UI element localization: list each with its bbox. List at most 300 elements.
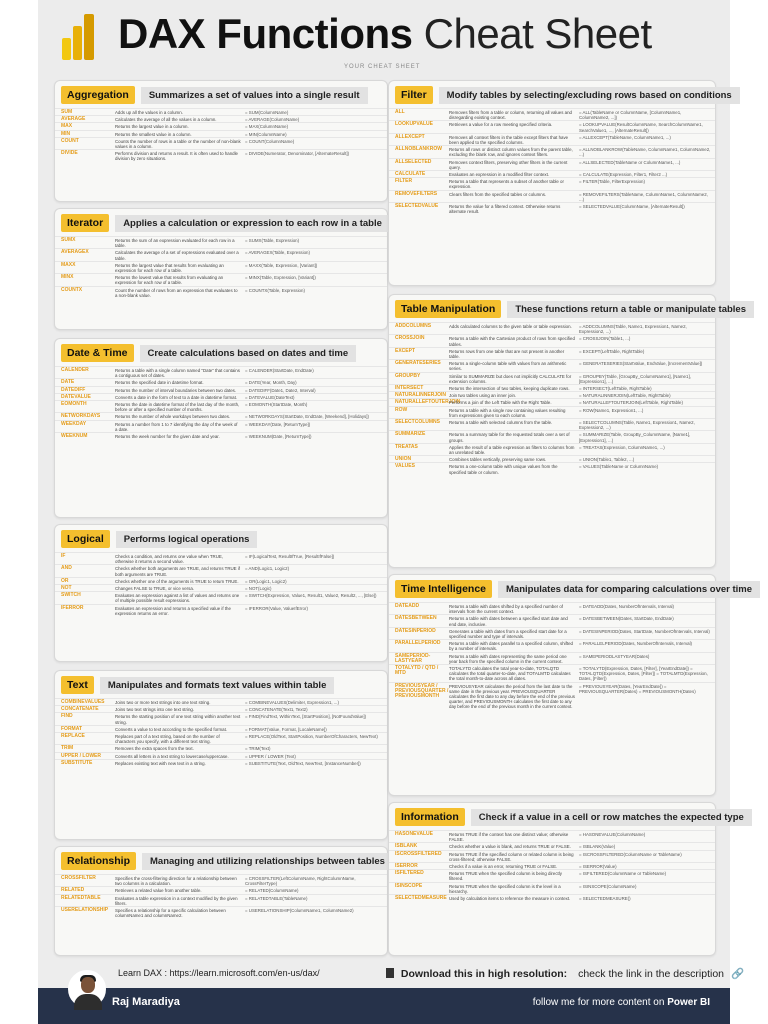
function-description: Retrieves a value for a row meeting specified criteria.	[449, 122, 553, 128]
function-name: MAXX	[61, 261, 76, 268]
function-name: SUBSTITUTE	[61, 759, 93, 766]
function-syntax: = IFERROR(Value, ValueIfError)	[245, 605, 308, 611]
function-row	[55, 732, 387, 744]
section-table-manipulation	[388, 294, 746, 568]
function-syntax: = REPLACE(OldText, StartPosition, NumberOfCharacters, NewText)	[245, 734, 378, 740]
function-row	[389, 602, 715, 614]
function-syntax: = EOMONTH(StartDate, Month)	[245, 402, 308, 408]
function-row	[55, 604, 387, 616]
function-description: Removes the extra spaces from the text.	[115, 746, 194, 752]
function-syntax: = ISERROR(Value)	[579, 864, 617, 870]
function-row	[389, 406, 715, 418]
function-name: LOOKUPVALUE	[395, 121, 433, 128]
section-tag: Filter	[395, 86, 433, 104]
section-information	[388, 802, 744, 956]
function-syntax: = RELATEDTABLE(TableName)	[245, 895, 308, 901]
function-name: CALCULATE	[395, 171, 426, 178]
function-syntax: = ALLEXCEPT(TableName, ColumnName1, ...)	[579, 134, 671, 140]
function-name: DATE	[61, 379, 75, 386]
function-name: INTERSECT	[395, 385, 424, 392]
function-syntax: = REMOVEFILTERS(TableName, ColumnName1, ColumnName2, ...)	[579, 191, 708, 202]
function-description: Returns the intersection of two tables, keeping duplicate rows.	[449, 386, 570, 392]
function-table	[55, 552, 387, 616]
function-table	[389, 602, 715, 710]
function-name: RELATEDTABLE	[61, 894, 101, 901]
function-row	[55, 149, 387, 161]
learn-dax-link[interactable]: Learn DAX : https://learn.microsoft.com/en-us/dax/	[118, 968, 320, 978]
function-syntax: = TOTALYTD(Expression, Dates, [Filter], [YearEndDate]) = TOTALQTD(Expression, Dates, [Filter]) = TOTALMTD(Expression, Dates, [Filter])	[579, 666, 708, 682]
function-row	[389, 384, 715, 391]
function-description: Returns a number from 1 to 7 identifying the day of the week of a date.	[115, 421, 238, 432]
function-name: DIVIDE	[61, 150, 78, 157]
function-name: CROSSFILTER	[61, 875, 96, 881]
function-row	[389, 334, 715, 346]
function-syntax: = DATESINPERIOD(Dates, StartDate, NumberOfIntervals, Interval)	[579, 628, 710, 634]
function-description: Returns TRUE if the context has one distinct value; otherwise FALSE.	[449, 832, 569, 843]
function-row	[55, 577, 387, 584]
function-name: ADDCOLUMNS	[395, 323, 432, 329]
function-row	[55, 584, 387, 591]
function-description: Returns the smallest value in a column.	[115, 131, 192, 137]
function-row	[55, 564, 387, 576]
function-description: Combines tables vertically, preserving same rows.	[449, 457, 547, 463]
function-syntax: = SUBSTITUTE(Text, OldText, NewText, [InstanceNumber])	[245, 760, 361, 766]
function-syntax: = ISBLANK(Value)	[579, 844, 616, 850]
function-row	[55, 752, 387, 759]
function-syntax: = ALLSELECTED(TableName or ColumnName1, ...)	[579, 159, 681, 165]
function-syntax: = CONCATENATE(Text1, Text2)	[245, 707, 308, 713]
function-description: Returns the largest value that results from evaluating an expression for each row of a table.	[115, 262, 224, 274]
function-name: SELECTCOLUMNS	[395, 419, 440, 426]
section-description: Check if a value in a cell or row matches the expected type	[471, 809, 752, 826]
function-description: Returns a single-column table with values from an arithmetic series.	[449, 361, 567, 372]
section-tag: Aggregation	[61, 86, 135, 104]
function-row	[55, 744, 387, 751]
function-description: Converts a value to text according to the specified format.	[115, 726, 228, 732]
function-name: GROUPBY	[395, 372, 421, 379]
function-name: REPLACE	[61, 733, 85, 740]
function-description: Evaluates a table expression in a context modified by the given filters.	[115, 895, 238, 906]
section-header	[55, 85, 387, 105]
function-row	[55, 130, 387, 137]
function-row	[389, 664, 715, 682]
document-icon	[386, 968, 394, 978]
function-row	[389, 120, 715, 132]
function-name: VALUES	[395, 463, 415, 470]
function-row	[55, 273, 387, 285]
function-name: DATEVALUE	[61, 393, 91, 400]
function-table	[389, 108, 715, 214]
section-date-time	[54, 338, 388, 518]
section-header	[55, 675, 387, 695]
function-name: WEEKNUM	[61, 433, 88, 440]
function-table	[55, 874, 387, 918]
section-filter	[388, 80, 732, 286]
section-relationship	[54, 846, 388, 956]
section-header	[55, 343, 387, 363]
function-syntax: = ROW(Name1, Expression1, ...)	[579, 407, 644, 413]
link-icon[interactable]: 🔗	[730, 968, 745, 980]
function-description: Returns a table that represents a subset of another table or expression.	[449, 179, 564, 190]
function-row	[55, 725, 387, 732]
function-name: MIN	[61, 130, 71, 137]
function-row	[389, 372, 715, 384]
function-row	[55, 591, 387, 603]
function-name: FILTER	[395, 178, 413, 185]
section-time-intelligence	[388, 574, 753, 796]
function-description: Specifies the cross-filtering direction for a relationship between two columns in a calculation.	[115, 876, 237, 887]
function-row	[389, 398, 715, 405]
function-syntax: = GROUPBY(Table, [GroupBy_ColumnName1], [Name1], [Expression1], ...)	[579, 373, 691, 384]
function-row	[55, 894, 387, 906]
section-header	[389, 85, 732, 105]
function-description: Counts the number of rows in a table or the number of non-blank values in a column.	[115, 138, 241, 150]
function-name: DATEDIFF	[61, 386, 86, 393]
function-syntax: = FORMAT(Value, Format, [LocaleName])	[245, 726, 327, 732]
function-name: SWITCH	[61, 592, 81, 599]
function-row	[389, 322, 715, 334]
function-description: Returns a table with selected columns from the table.	[449, 420, 553, 426]
section-aggregation	[54, 80, 388, 202]
check-description-text: check the link in the description	[578, 968, 725, 980]
function-name: AVERAGE	[61, 116, 86, 123]
function-row	[55, 412, 387, 419]
function-row	[55, 705, 387, 712]
function-syntax: = ISFILTERED(ColumnName or TableName)	[579, 871, 667, 877]
function-name: TRIM	[61, 745, 74, 752]
function-syntax: = USERELATIONSHIP(ColumnName1, ColumnName2)	[245, 908, 354, 914]
title-bold: DAX Functions	[118, 10, 413, 57]
function-description: Retrieves a related value from another table.	[115, 888, 202, 894]
function-table	[389, 322, 715, 475]
function-description: Checks a condition, and returns one value when TRUE, otherwise it returns a second value.	[115, 554, 224, 565]
function-description: Returns the week number for the given date and year.	[115, 434, 220, 440]
function-syntax: = ALLNOBLANKROW(TableName, ColumnName1, ColumnName2, ...)	[579, 147, 711, 158]
function-row	[389, 177, 715, 189]
function-syntax: = SELECTEDMEASURE()	[579, 896, 631, 902]
function-syntax: = SUMX(Table, Expression)	[245, 238, 300, 243]
title-light: Cheat Sheet	[423, 10, 652, 57]
function-description: Checks whether a value is blank, and returns TRUE or FALSE.	[449, 844, 571, 850]
follow-brand: Power BI	[667, 997, 710, 1008]
function-syntax: = PARALLELPERIOD(Dates, NumberOfIntervals, Interval)	[579, 641, 693, 647]
function-syntax: = NETWORKDAYS(StartDate, EndDate, [Weekend], [Holidays])	[245, 414, 369, 420]
function-description: Returns the specified date in datetime format.	[115, 380, 204, 386]
function-description: Returns a summary table for the requested totals over a set of groups.	[449, 432, 570, 443]
function-name: IF	[61, 553, 66, 559]
section-header	[55, 851, 387, 871]
function-description: Checks if a value is an error, returning TRUE or FALSE.	[449, 864, 558, 870]
function-row	[55, 122, 387, 129]
function-row	[389, 894, 715, 901]
function-syntax: = SAMEPERIODLASTYEAR(Dates)	[579, 653, 650, 659]
function-syntax: = PREVIOUSYEAR(Dates, [YearEndDate]) = PREVIOUSQUARTER(Dates) = PREVIOUSMONTH(Dates)	[579, 683, 696, 694]
function-description: Converts a date in the form of text to a date in datetime format.	[115, 394, 238, 400]
function-table	[55, 236, 387, 298]
section-tag: Logical	[61, 530, 110, 548]
function-name: FORMAT	[61, 725, 83, 732]
function-table	[389, 830, 715, 901]
author-name: Raj Maradiya	[112, 996, 180, 1008]
function-description: Joins two text strings into one text string.	[115, 707, 195, 713]
function-description: Returns a one-column table with unique values from the specified table or column.	[449, 464, 558, 475]
function-row	[55, 759, 387, 766]
function-name: TOTALYTD / QTD / MTD	[395, 665, 439, 677]
section-description: Manipulates and formats text values within table	[100, 677, 335, 694]
function-syntax: = SUM(ColumnName)	[245, 110, 289, 115]
function-description: Returns the number of whole workdays between two dates.	[115, 414, 231, 420]
function-syntax: = TRIM(Text)	[245, 746, 271, 752]
function-syntax: = DATE(Year, Month, Day)	[245, 380, 297, 386]
function-description: Checks whether one of the arguments is TRUE to return TRUE.	[115, 578, 239, 584]
function-description: Changes FALSE to TRUE, or vice versa.	[115, 586, 194, 592]
function-name: SELECTEDMEASURE	[395, 895, 447, 902]
function-syntax: = AND(Logic1, Logic2)	[245, 566, 290, 572]
function-description: Returns TRUE when the specified column is being directly filtered.	[449, 871, 562, 882]
section-tag: Iterator	[61, 214, 109, 232]
function-row	[389, 627, 715, 639]
section-description: Summarizes a set of values into a single result	[141, 87, 368, 104]
section-iterator	[54, 208, 388, 330]
function-name: SELECTEDVALUE	[395, 203, 439, 210]
page-subtitle: YOUR CHEAT SHEET	[344, 64, 421, 70]
function-row	[389, 108, 715, 120]
function-syntax: = RELATED(ColumnName)	[245, 888, 299, 894]
function-row	[389, 639, 715, 651]
function-description: Returns the date in datetime format of the last day of the month, before or after a specified number of months.	[115, 402, 240, 413]
function-row	[55, 286, 387, 298]
function-syntax: = ADDCOLUMNS(Table, Name1, Expression1, Name2, Expression2, ...)	[579, 324, 687, 335]
function-description: Returns a table with dates parallel to a specified column, shifted by a number of intervals.	[449, 641, 573, 652]
function-name: SUMMARIZE	[395, 431, 426, 438]
function-description: Returns the number of interval boundaries between two dates.	[115, 387, 237, 393]
function-syntax: = SWITCH(Expression, Value1, Result1, Value2, Result2, ..., [Else])	[245, 593, 377, 599]
function-syntax: = IF(LogicalTest, ResultIfTrue, [ResultIfFalse])	[245, 554, 335, 559]
function-syntax: = TREATAS(Expression, ColumnName1, ...)	[579, 444, 665, 450]
function-name: IFERROR	[61, 604, 84, 611]
function-description: Clears filters from the specified tables or columns.	[449, 191, 547, 197]
function-syntax: = FILTER(Table, FilterExpression)	[579, 179, 645, 185]
function-syntax: = DATEADD(Dates, NumberOfIntervals, Interval)	[579, 604, 674, 609]
function-syntax: = UNION(Table1, Table2, ...)	[579, 457, 635, 463]
section-tag: Table Manipulation	[395, 300, 501, 318]
function-syntax: = FIND(FindText, WithinText, [StartPosition], [NotFoundValue])	[245, 714, 367, 720]
function-syntax: = UPPER / LOWER (Text)	[245, 753, 296, 759]
function-name: COMBINEVALUES	[61, 699, 105, 705]
function-name: PARALLELPERIOD	[395, 640, 441, 647]
function-name: USERELATIONSHIP	[61, 907, 109, 914]
follow-note	[533, 997, 710, 1008]
function-syntax: = MAX(ColumnName)	[245, 124, 289, 130]
function-name: REMOVEFILTERS	[395, 190, 438, 197]
function-syntax: = HASONEVALUE(ColumnName)	[579, 832, 646, 837]
function-syntax: = DATEVALUE(DateText)	[245, 394, 295, 400]
section-description: Create calculations based on dates and time	[140, 345, 357, 362]
function-syntax: = SUMMARIZE(Table, GroupBy_ColumnName, [Name1], [Expression1], ...)	[579, 432, 691, 443]
function-description: Performs division and returns a result. It is often used to handle division by zero situations.	[115, 151, 239, 162]
function-description: Removes filters from a table or column, returning all values and disregarding existing context.	[449, 110, 572, 121]
function-name: CALENDER	[61, 367, 89, 373]
function-name: NETWORKDAYS	[61, 413, 101, 420]
function-description: Specifies a relationship for a specific calculation between columnName1 and columnName2.	[115, 908, 226, 919]
function-name: MAX	[61, 123, 73, 130]
function-row	[389, 652, 715, 664]
function-description: Calculates the average of all the values in a column.	[115, 117, 217, 123]
function-description: Returns a table with dates shifted by a specified number of intervals from the current context.	[449, 604, 563, 615]
function-name: PREVIOUSYEAR / PREVIOUSQUARTER / PREVIOUSMONTH	[395, 682, 449, 700]
function-row	[55, 552, 387, 564]
function-row	[55, 261, 387, 273]
section-tag: Date & Time	[61, 344, 134, 362]
function-name: UPPER / LOWER	[61, 752, 102, 759]
function-description: Returns a table with the Cartesian product of rows from specified tables.	[449, 336, 575, 347]
function-name: FIND	[61, 713, 73, 720]
follow-text: follow me for more content on	[532, 997, 665, 1008]
function-row	[55, 248, 387, 260]
function-name: ISERROR	[395, 863, 418, 870]
function-row	[55, 698, 387, 705]
section-header	[389, 299, 746, 319]
function-syntax: = INTERSECT(LeftTable, RightTable)	[579, 386, 652, 392]
function-name: SAMEPERIOD-LASTYEAR	[395, 652, 431, 664]
function-name: AVERAGEX	[61, 249, 89, 256]
function-syntax: = DIVIDE(Numerator, Denominator, [AlternateResult])	[245, 151, 350, 157]
function-description: Count the number of rows from an expression that evaluates to a non-blank value.	[115, 287, 238, 298]
function-row	[55, 108, 387, 115]
function-row	[389, 830, 715, 842]
function-syntax: = VALUES(TableName or ColumnName)	[579, 464, 659, 470]
function-syntax: = MIN(ColumnName)	[245, 131, 287, 137]
author-avatar	[68, 970, 106, 1008]
function-row	[389, 869, 715, 881]
function-description: Replaces part of a text string, based on the number of characters you specify, with a different text string.	[115, 734, 220, 745]
cheat-sheet-page	[38, 0, 753, 1024]
function-row	[389, 202, 715, 214]
function-syntax: = OR(Logic1, Logic2)	[245, 578, 287, 584]
header	[38, 0, 730, 72]
function-description: Used by calculation items to reference the measure in context.	[449, 896, 571, 902]
function-name: DATESBETWEEN	[395, 615, 437, 622]
function-name: COUNTX	[61, 286, 83, 293]
function-description: Replaces existing text with new text in a string.	[115, 760, 206, 766]
power-bi-logo-icon	[62, 12, 96, 60]
function-row	[389, 682, 715, 710]
function-name: TREATAS	[395, 443, 418, 450]
function-table	[55, 698, 387, 766]
function-description: Returns a table with a single column named "Date" that contains a contiguous set of dates.	[115, 368, 240, 379]
function-description: Checks whether both arguments are TRUE, and returns TRUE if both arguments are TRUE.	[115, 566, 241, 577]
function-description: Returns the starting position of one text string within another text string.	[115, 714, 241, 725]
download-note	[386, 967, 744, 980]
function-description: Performs a join of the Left Table with the Right Table.	[449, 400, 552, 406]
function-description: Returns a table with dates between a specified start date and end date, inclusive.	[449, 616, 568, 627]
function-description: Evaluates an expression and returns a specified value if the expression returns an error.	[115, 605, 231, 616]
function-syntax: = COMBINEVALUES(Delimiter, Expression1, ...)	[245, 700, 339, 705]
function-name: EOMONTH	[61, 401, 87, 408]
function-row	[55, 400, 387, 412]
function-name: RELATED	[61, 887, 85, 894]
function-name: NOT	[61, 585, 72, 592]
function-name: ALL	[395, 109, 405, 115]
function-row	[389, 158, 715, 170]
function-name: NATURALLEFTOUTERJOIN	[395, 399, 461, 406]
function-syntax: = SELECTCOLUMNS(Table, Name1, Expression1, Name2, Expression2, ...)	[579, 420, 695, 431]
function-name: CONCATENATE	[61, 706, 99, 713]
function-name: SUM	[61, 109, 73, 115]
section-header	[389, 807, 744, 827]
section-header	[55, 213, 387, 233]
function-syntax: = WEEKDAY(Date, [ReturnType])	[245, 421, 311, 427]
function-syntax: = NATURALINNERJOIN(LeftTable, RightTable)	[579, 393, 671, 399]
function-row	[389, 862, 715, 869]
function-row	[389, 614, 715, 626]
download-text: Download this in high resolution:	[400, 968, 568, 980]
function-description: Returns TRUE if the specified column or related column is being cross-filtered; otherwise FALSE.	[449, 851, 574, 862]
function-description: Removes all context filters in the table except filters that have been applied to the specified columns.	[449, 134, 569, 146]
function-description: Returns the largest value in a column.	[115, 124, 189, 130]
function-description: Join two tables using an inner join.	[449, 393, 517, 399]
function-row	[55, 137, 387, 149]
function-name: ISINSCOPE	[395, 882, 423, 889]
function-description: Returns a table with dates representing the same period one year back from the specified column in the current context.	[449, 653, 567, 664]
function-name: NATURALINNERJOIN	[395, 392, 447, 399]
function-syntax: = CROSSFILTER(LeftColumnName, RightColumnName, CrossFilterType)	[245, 876, 356, 887]
function-name: COUNT	[61, 137, 79, 144]
function-syntax: = SELECTEDVALUE(ColumnName, [AlternateResult])	[579, 204, 685, 210]
function-row	[55, 393, 387, 400]
function-syntax: = NATURALLEFTOUTERJOIN(LeftTable, RightTable)	[579, 400, 683, 406]
section-header	[389, 579, 753, 599]
function-name: SUMX	[61, 237, 76, 243]
function-syntax: = ISINSCOPE(ColumnName)	[579, 883, 637, 889]
function-description: Returns TRUE when the specified column is the level in a hierarchy.	[449, 883, 561, 894]
function-row	[389, 145, 715, 157]
function-name: MINX	[61, 274, 74, 281]
footer	[38, 960, 745, 1024]
section-tag: Text	[61, 676, 94, 694]
function-name: DATESINPERIOD	[395, 627, 436, 634]
function-syntax: = GENERATESERIES(StartValue, EndValue, [IncrementValue])	[579, 361, 703, 367]
function-row	[55, 712, 387, 724]
function-syntax: = EXCEPT(LeftTable, RightTable)	[579, 348, 645, 354]
function-syntax: = DATESBETWEEN(Dates, StartDate, EndDate)	[579, 616, 674, 622]
section-header	[55, 529, 387, 549]
function-row	[389, 391, 715, 398]
function-name: ISCROSSFILTERED	[395, 850, 442, 857]
function-description: Removes context filters, preserving other filters in the current query.	[449, 159, 568, 170]
section-description: Applies a calculation or expression to each row in a table	[115, 215, 390, 232]
function-name: ALLSELECTED	[395, 158, 432, 165]
function-name: DATEADD	[395, 603, 420, 609]
function-description: Evaluates an expression against a list of values and returns one of multiple possible result expressions.	[115, 593, 240, 604]
section-description: Manipulates data for comparing calculations over time	[498, 581, 760, 598]
function-row	[389, 443, 715, 455]
function-syntax: = WEEKNUM(Date, [ReturnType])	[245, 434, 312, 440]
function-row	[389, 882, 715, 894]
function-name: AND	[61, 565, 72, 572]
function-description: Adds up all the values in a column.	[115, 110, 183, 115]
function-description: Returns rows from one table that are not present in another table.	[449, 348, 565, 360]
function-syntax: = COUNT(ColumnName)	[245, 138, 295, 144]
function-row	[389, 462, 715, 474]
function-description: Adds calculated columns to the given table or table expression.	[449, 324, 572, 329]
function-description: Returns the value for a filtered context. Otherwise returns alternate result.	[449, 204, 561, 215]
function-syntax: = MINX(Table, Expression, [Variant])	[245, 275, 316, 281]
function-table	[55, 108, 387, 162]
function-row	[389, 430, 715, 442]
function-syntax: = CALENDER(StartDate, EndDate)	[245, 368, 314, 373]
function-row	[55, 236, 387, 248]
